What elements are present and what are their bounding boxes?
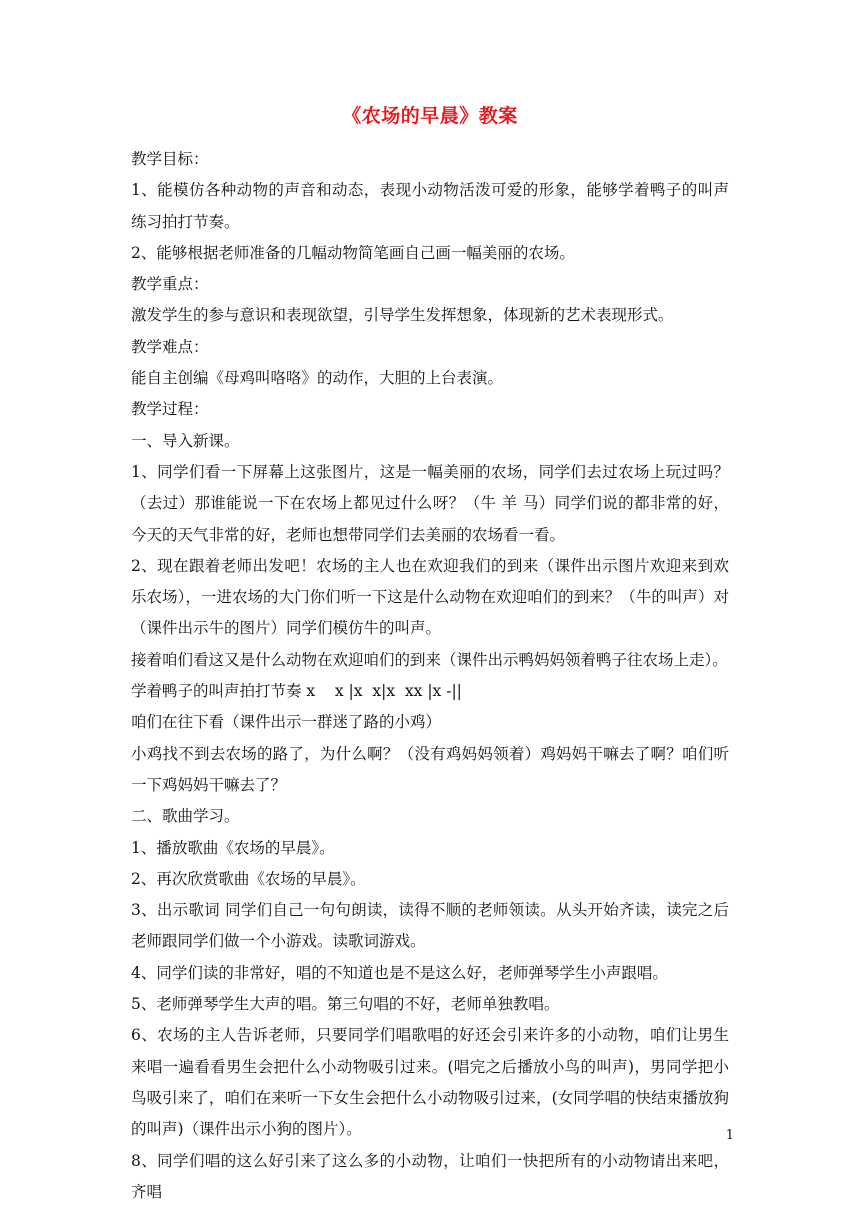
heading-teaching-goals: 教学目标： (131, 150, 209, 168)
section-intro-heading: 一、导入新课。 (131, 431, 240, 450)
song-step-2: 2、再次欣赏歌曲《农场的早晨》。 (131, 869, 366, 888)
intro-step-2: 2、现在跟着老师出发吧！农场的主人也在欢迎我们的到来（课件出示图片欢迎来到欢乐农场），一进农场的大门你们听一下这是什么动物在欢迎咱们的到来？（牛的叫声）对（课件出示牛的图片）同学们模仿牛的叫声。 (131, 556, 729, 638)
song-step-1: 1、播放歌曲《农场的早晨》。 (131, 838, 335, 857)
document-body (131, 144, 729, 1208)
song-step-6: 6、农场的主人告诉老师，只要同学们唱歌唱的好还会引来许多的小动物，咱们让男生来唱一遍看看男生会把什么小动物吸引过来。(唱完之后播放小鸟的叫声)，男同学把小鸟吸引来了，咱们在来听一下女生会把什么小动物吸引过来，(女同学唱的快结束播放狗的叫声)（课件出示小狗的图片）。 (131, 1026, 729, 1139)
song-step-5: 5、老师弹琴学生大声的唱。第三句唱的不好，老师单独教唱。 (131, 995, 560, 1014)
intro-hen-paragraph: 小鸡找不到去农场的路了，为什么啊？（没有鸡妈妈领着）鸡妈妈干嘛去了啊？咱们听一下鸡妈妈干嘛去了？ (131, 744, 729, 794)
rhythm-line: 学着鸭子的叫声拍打节奏 x x |x x|x xx |x -|| (131, 682, 462, 701)
heading-teaching-focus: 教学重点： (131, 275, 209, 294)
page-number: 1 (725, 1128, 734, 1143)
document-title: 《农场的早晨》教案 (342, 105, 518, 127)
song-step-4: 4、同学们读的非常好，唱的不知道也是不是这么好，老师弹琴学生小声跟唱。 (131, 963, 668, 982)
song-step-3: 3、出示歌词 同学们自己一句句朗读，读得不顺的老师领读。从头开始齐读，读完之后老师跟同学们做一个小游戏。读歌词游戏。 (131, 901, 729, 951)
intro-chick-paragraph: 咱们在往下看（课件出示一群迷了路的小鸡） (131, 713, 442, 732)
intro-duck-paragraph: 接着咱们看这又是什么动物在欢迎咱们的到来（课件出示鸭妈妈领着鸭子往农场上走）。 (131, 650, 728, 669)
difficulty-text: 能自主创编《母鸡叫咯咯》的动作，大胆的上台表演。 (131, 369, 504, 388)
focus-text: 激发学生的参与意识和表现欲望，引导学生发挥想象，体现新的艺术表现形式。 (131, 306, 674, 325)
intro-step-1: 1、同学们看一下屏幕上这张图片，这是一幅美丽的农场，同学们去过农场上玩过吗？（去过）那谁能说一下在农场上都见过什么呀？（牛 羊 马）同学们说的都非常的好，今天的天气非常的好，老师也想带同学们去美丽的农场看一看。 (131, 462, 729, 544)
goal-item-2: 2、能够根据老师准备的几幅动物简笔画自己画一幅美丽的农场。 (131, 243, 575, 262)
section-song-heading: 二、歌曲学习。 (131, 807, 240, 826)
heading-teaching-difficulty: 教学难点： (131, 337, 209, 356)
heading-teaching-process: 教学过程： (131, 400, 209, 419)
goal-item-1: 1、能模仿各种动物的声音和动态，表现小动物活泼可爱的形象，能够学着鸭子的叫声练习拍打节奏。 (131, 181, 729, 231)
song-step-8: 8、同学们唱的这么好引来了这么多的小动物，让咱们一快把所有的小动物请出来吧，齐唱 (131, 1151, 729, 1201)
